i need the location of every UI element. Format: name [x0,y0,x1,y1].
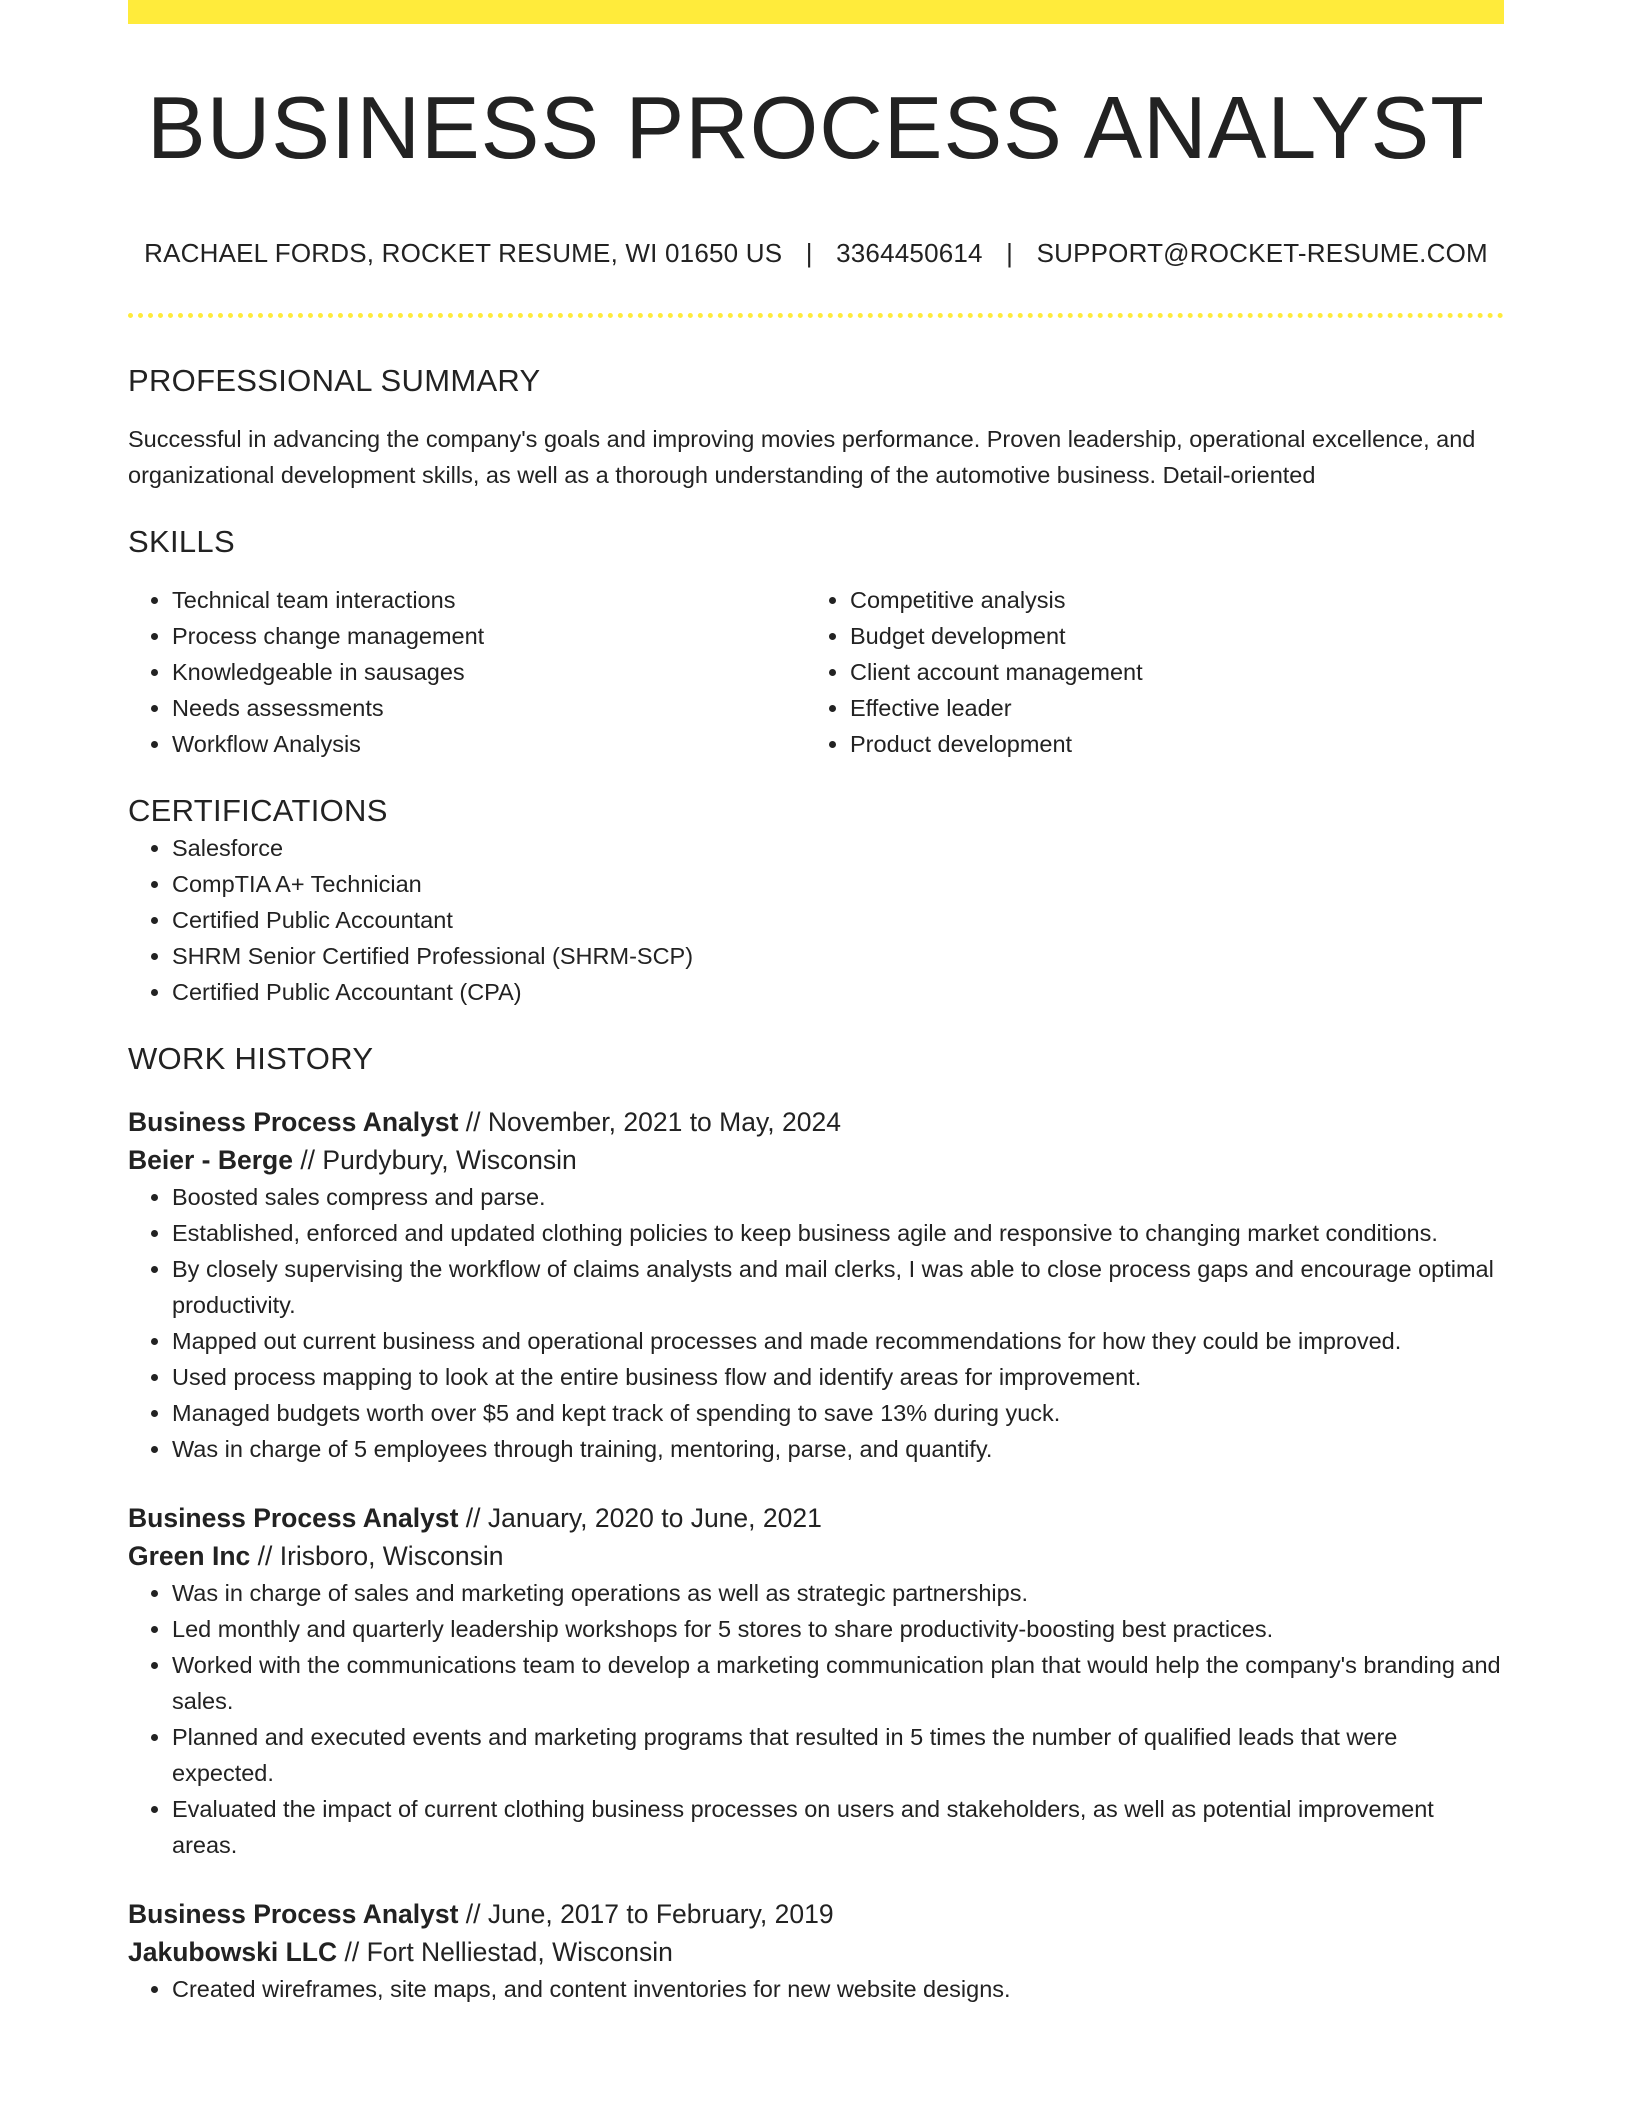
job-company: Green Inc [128,1540,251,1571]
summary-text: Successful in advancing the company's goals and improving movies performance. Proven leadership, operational excellence, and organizational development skills, as well as a thorough understanding of the automotive business. Detail-oriented [128,426,1476,489]
contact-line [128,238,1504,269]
skill-item: • Effective leader [850,690,1484,726]
job-company-line [128,1537,1504,1575]
contact-phone: 3364450614 [836,238,983,268]
resume-page [128,0,1504,2007]
job-title-line [128,1895,1504,1933]
skill-item: • Knowledgeable in sausages [172,654,806,690]
skill-item: • Technical team interactions [172,582,806,618]
job-bullet: • Planned and executed events and marketing programs that resulted in 5 times the number of qualified leads that were expected. [172,1719,1504,1791]
skill-item: • Product development [850,726,1484,762]
job-bullets [128,1179,1504,1467]
dotted-divider [128,313,1504,318]
summary-heading: PROFESSIONAL SUMMARY [128,363,541,398]
skill-item: • Client account management [850,654,1484,690]
certification-item: • SHRM Senior Certified Professional (SHRM-SCP) [172,938,1504,974]
skill-item: • Workflow Analysis [172,726,806,762]
job-bullet: • Led monthly and quarterly leadership workshops for 5 stores to share productivity-boosting best practices. [172,1611,1504,1647]
job-bullet: • Established, enforced and updated clothing policies to keep business agile and responsive to changing market conditions. [172,1215,1504,1251]
job-bullet: • Mapped out current business and operational processes and made recommendations for how they could be improved. [172,1323,1504,1359]
job-separator: // [337,1936,367,1967]
skill-item: • Competitive analysis [850,582,1484,618]
job-bullets [128,1971,1504,2007]
certification-item: • Salesforce [172,830,1504,866]
job-dates: November, 2021 to May, 2024 [487,1106,841,1137]
resume-title: BUSINESS PROCESS ANALYST [147,78,1485,177]
job-bullet: • Used process mapping to look at the entire business flow and identify areas for improvement. [172,1359,1504,1395]
job-separator: // [458,1502,488,1533]
certification-item: • CompTIA A+ Technician [172,866,1504,902]
contact-separator: | [805,238,813,268]
job-dates: January, 2020 to June, 2021 [487,1502,822,1533]
skills-column-right [806,582,1484,762]
job-title: Business Process Analyst [128,1106,459,1137]
contact-address: RACHAEL FORDS, ROCKET RESUME, WI 01650 US [144,238,783,268]
skills-column-left [128,582,806,762]
certifications-list [128,830,1504,1010]
job-company-line [128,1933,1504,1971]
job-bullet: • Worked with the communications team to develop a marketing communication plan that would help the company's branding and sales. [172,1647,1504,1719]
job-bullets [128,1575,1504,1863]
job-separator: // [458,1898,488,1929]
job-separator: // [292,1144,323,1175]
work-history-heading: WORK HISTORY [128,1040,374,1076]
job-location: Irisboro, Wisconsin [279,1540,504,1571]
certification-item: • Certified Public Accountant (CPA) [172,974,1504,1010]
job-company-line [128,1141,1504,1179]
job-bullet: • By closely supervising the workflow of claims analysts and mail clerks, I was able to close process gaps and encourage optimal productivity. [172,1251,1504,1323]
job-company: Jakubowski LLC [128,1936,338,1967]
job-bullet: • Created wireframes, site maps, and content inventories for new website designs. [172,1971,1504,2007]
certifications-heading: CERTIFICATIONS [128,793,388,829]
skills-heading: SKILLS [128,524,235,560]
skill-item: • Needs assessments [172,690,806,726]
skills-list-right [806,582,1484,762]
job-title: Business Process Analyst [128,1502,459,1533]
job-separator: // [250,1540,280,1571]
job-entry [128,1499,1504,1863]
contact-separator: | [1006,238,1014,268]
job-bullet: • Managed budgets worth over $5 and kept track of spending to save 13% during yuck. [172,1395,1504,1431]
skills-list-left [128,582,806,762]
job-bullet: • Was in charge of sales and marketing operations as well as strategic partnerships. [172,1575,1504,1611]
certification-item: • Certified Public Accountant [172,902,1504,938]
job-entry [128,1895,1504,2007]
job-location: Purdybury, Wisconsin [322,1144,577,1175]
job-title: Business Process Analyst [128,1898,459,1929]
job-title-line [128,1103,1504,1141]
skill-item: • Budget development [850,618,1484,654]
job-title-line [128,1499,1504,1537]
job-bullet: • Boosted sales compress and parse. [172,1179,1504,1215]
top-accent-bar [128,0,1504,24]
job-separator: // [458,1106,488,1137]
skills-grid [128,582,1504,762]
job-company: Beier - Berge [128,1144,293,1175]
skill-item: • Process change management [172,618,806,654]
job-entry [128,1103,1504,1467]
contact-email: SUPPORT@ROCKET-RESUME.COM [1036,238,1488,268]
job-dates: June, 2017 to February, 2019 [487,1898,834,1929]
job-bullet: • Was in charge of 5 employees through training, mentoring, parse, and quantify. [172,1431,1504,1467]
job-location: Fort Nelliestad, Wisconsin [366,1936,673,1967]
job-bullet: • Evaluated the impact of current clothing business processes on users and stakeholders, as well as potential improvement areas. [172,1791,1504,1863]
